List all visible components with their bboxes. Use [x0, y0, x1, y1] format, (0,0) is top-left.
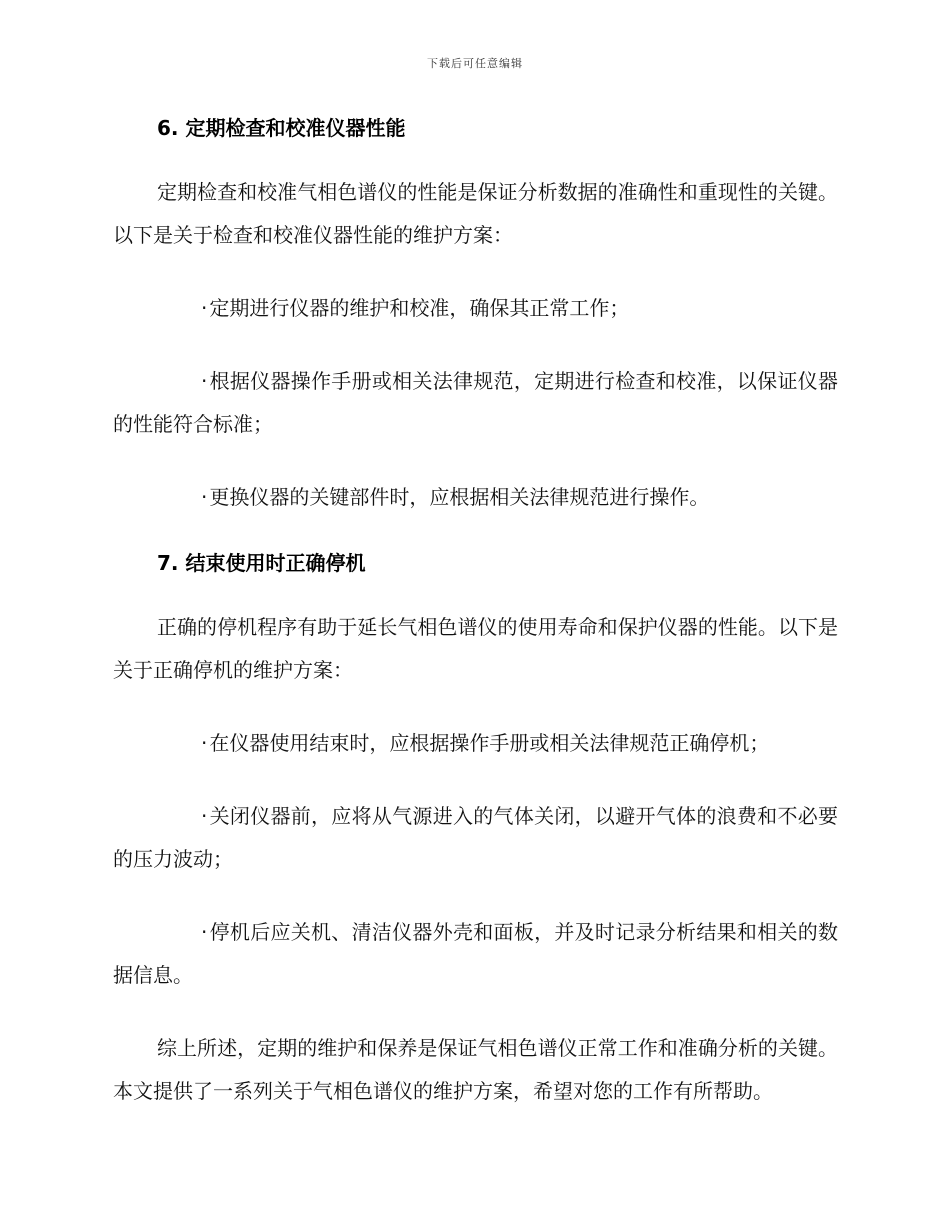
bullet-text: 停机后应关机、清洁仪器外壳和面板，并及时记录分析结果和相关的数据信息。	[113, 920, 838, 987]
bullet-item	[113, 722, 838, 765]
bullet-dot-icon: ·	[201, 369, 208, 393]
section-heading: 6. 定期检查和校准仪器性能	[157, 116, 406, 140]
bullet-dot-icon: ·	[201, 920, 208, 944]
bullet-item	[113, 476, 838, 519]
section-heading: 7. 结束使用时正确停机	[157, 551, 366, 575]
bullet-text: 定期进行仪器的维护和校准，确保其正常工作；	[209, 296, 630, 320]
document-body	[113, 114, 838, 1143]
bullet-text: 关闭仪器前，应将从气源进入的气体关闭，以避开气体的浪费和不必要的压力波动；	[113, 804, 838, 871]
bullet-item	[113, 795, 838, 881]
bullet-dot-icon: ·	[201, 485, 208, 509]
section-7	[113, 549, 838, 997]
bullet-item	[113, 287, 838, 330]
bullet-dot-icon: ·	[201, 296, 208, 320]
section-intro: 定期检查和校准气相色谱仪的性能是保证分析数据的准确性和重现性的关键。以下是关于检查和校准仪器性能的维护方案：	[113, 180, 838, 247]
conclusion-paragraph: 综上所述，定期的维护和保养是保证气相色谱仪正常工作和准确分析的关键。本文提供了一系列关于气相色谱仪的维护方案，希望对您的工作有所帮助。	[113, 1036, 838, 1103]
bullet-dot-icon: ·	[201, 804, 208, 828]
header-note: 下载后可任意编辑	[427, 57, 523, 70]
bullet-text: 根据仪器操作手册或相关法律规范，定期进行检查和校准，以保证仪器的性能符合标准；	[113, 369, 838, 436]
bullet-dot-icon: ·	[201, 731, 208, 755]
bullet-text: 在仪器使用结束时，应根据操作手册或相关法律规范正确停机；	[209, 731, 770, 755]
bullet-item	[113, 911, 838, 997]
section-6	[113, 114, 838, 519]
bullet-text: 更换仪器的关键部件时，应根据相关法律规范进行操作。	[209, 485, 710, 509]
section-intro: 正确的停机程序有助于延长气相色谱仪的使用寿命和保护仪器的性能。以下是关于正确停机的维护方案：	[113, 615, 838, 682]
bullet-item	[113, 360, 838, 446]
